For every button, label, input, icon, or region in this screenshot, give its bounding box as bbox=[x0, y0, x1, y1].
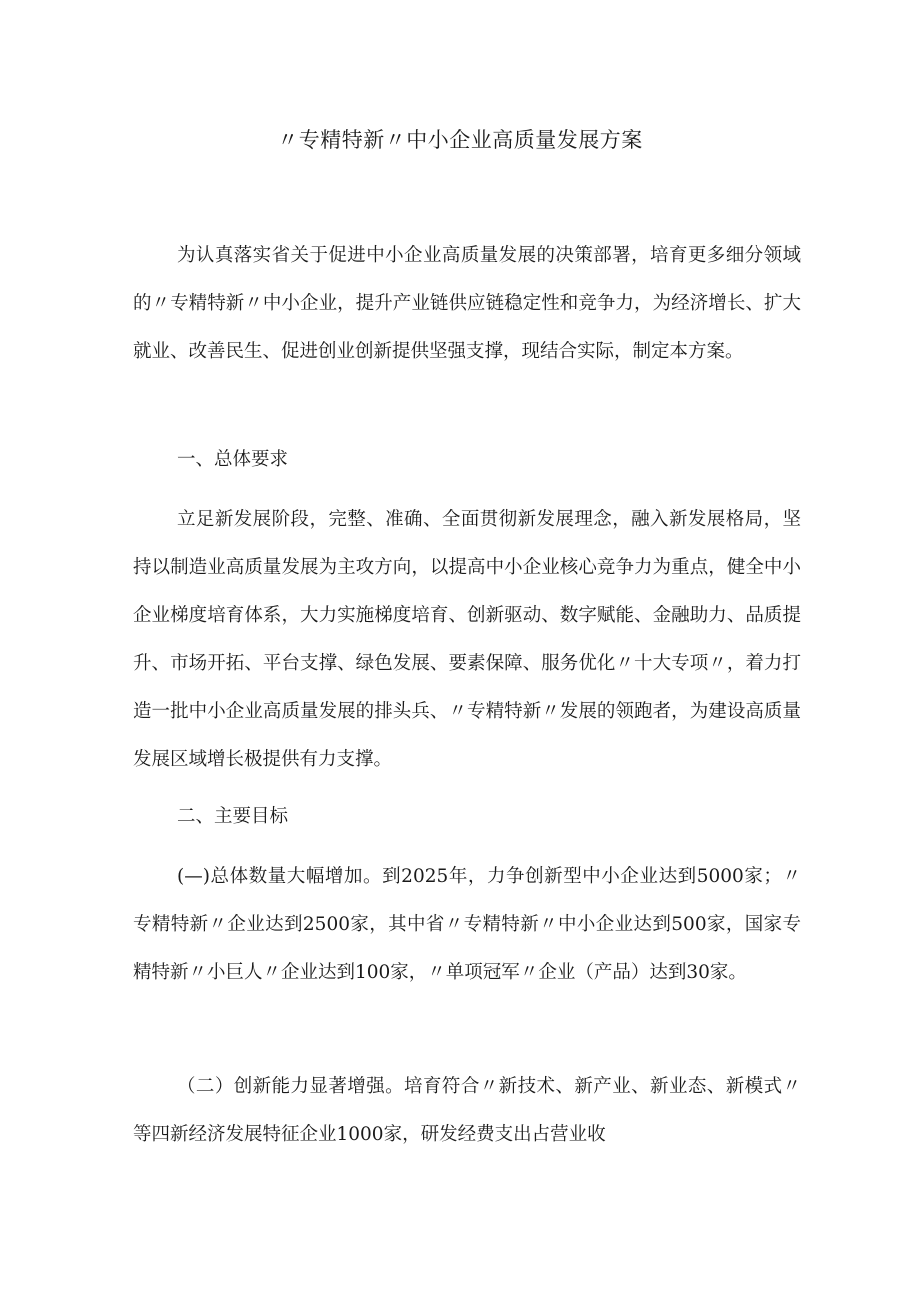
goal-paragraph-1: (—)总体数量大幅增加。到2025年，力争创新型中小企业达到5000家；〃专精特新〃企业达到2500家，其中省〃专精特新〃中小企业达到500家，国家专精特新〃小巨人〃企业达到100家，〃单项冠军〃企业（产品）达到30家。 bbox=[133, 866, 801, 983]
section-heading-overall-requirements: 一、总体要求 bbox=[177, 449, 289, 470]
overall-requirements-paragraph: 立足新发展阶段，完整、准确、全面贯彻新发展理念，融入新发展格局，坚持以制造业高质量发展为主攻方向，以提高中小企业核心竞争力为重点，健全中小企业梯度培育体系，大力实施梯度培育、创新驱动、数字赋能、金融助力、品质提升、市场开拓、平台支撑、绿色发展、要素保障、服务优化〃十大专项〃，着力打造一批中小企业高质量发展的排头兵、〃专精特新〃发展的领跑者，为建设高质量发展区域增长极提供有力支撑。 bbox=[133, 509, 801, 770]
goal-paragraph-2: （二）创新能力显著增强。培育符合〃新技术、新产业、新业态、新模式〃等四新经济发展特征企业1000家，研发经费支出占营业收 bbox=[133, 1076, 801, 1145]
section-heading-main-goals: 二、主要目标 bbox=[177, 806, 289, 827]
document-title: 〃专精特新〃中小企业高质量发展方案 bbox=[277, 128, 643, 152]
intro-paragraph: 为认真落实省关于促进中小企业高质量发展的决策部署，培育更多细分领域的〃专精特新〃中小企业，提升产业链供应链稳定性和竞争力，为经济增长、扩大就业、改善民生、促进创业创新提供坚强支撑，现结合实际，制定本方案。 bbox=[133, 245, 801, 362]
